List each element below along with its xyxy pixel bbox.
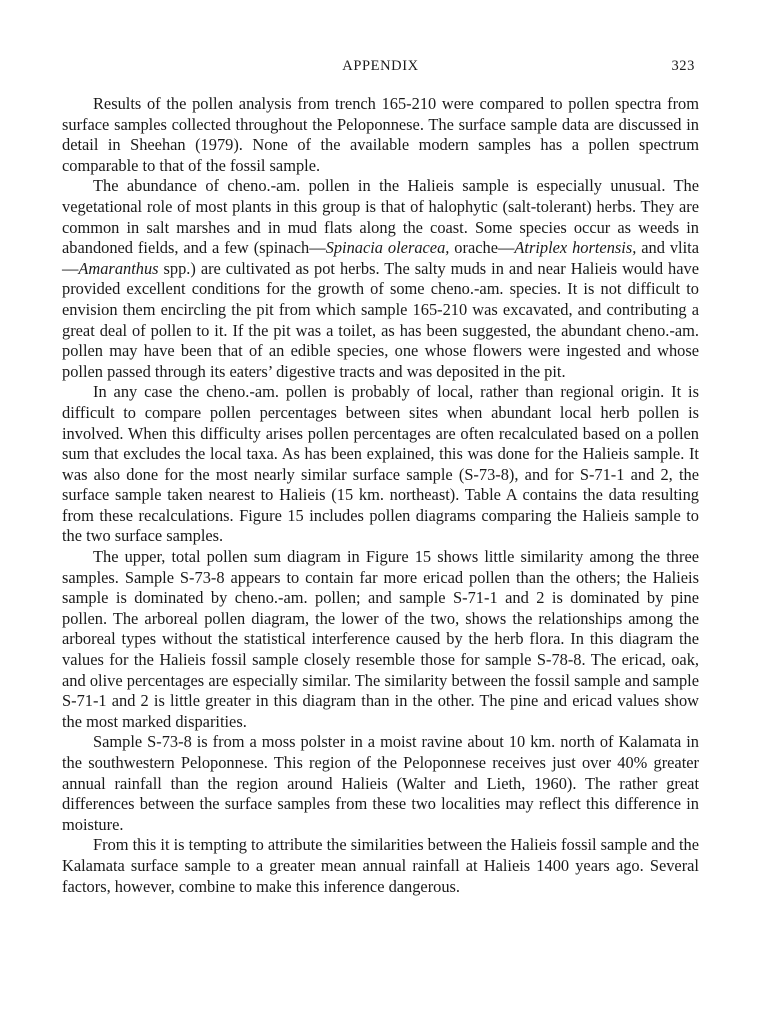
paragraph-text: Results of the pollen analysis from trench 165-210 were compared to pollen spectra from surface samples collected throughout the Peloponnese. The surface sample data are discussed in detail in Sheehan (1979). None of the available modern samples has a pollen spectrum comparable to that of the fossil sample.: [62, 94, 699, 175]
paragraph-text: and vlita—: [62, 238, 699, 278]
running-head: [62, 58, 699, 80]
paragraph: [62, 547, 699, 732]
paragraph: [62, 732, 699, 835]
paragraph-text: Sample S-73-8 is from a moss polster in a moist ravine about 10 km. north of Kalamata in the southwestern Peloponnese. This region of the Peloponnese receives just over 40% greater annual rainfall than the region around Halieis (Walter and Lieth, 1960). The rather great differences between the surface samples from these two localities may reflect this difference in moisture.: [62, 732, 699, 834]
italic-taxon-name: Amaranthus: [78, 258, 159, 278]
document-page: [62, 58, 699, 998]
italic-taxon-name: Spinacia oleracea,: [325, 238, 450, 258]
paragraph: [62, 176, 699, 382]
paragraph: [62, 382, 699, 547]
paragraph-text: spp.) are cultivated as pot herbs. The salty muds in and near Halieis would have provided excellent conditions for the growth of some cheno.-am. species. It is not difficult to envision them encircling the pit from which sample 165-210 was excavated, and contributing a great deal of pollen to it. If the pit was a toilet, as has been suggested, the abundant cheno.-am. pollen may have been that of an edible species, one whose flowers were ingested and whose pollen passed through its eaters’ digestive tracts and was deposited in the pit.: [62, 258, 699, 381]
paragraph-text: The upper, total pollen sum diagram in Figure 15 shows little similarity among the three samples. Sample S-73-8 appears to contain far more ericad pollen than the others; the Halieis sample is dominated by cheno.-am. pollen; and sample S-71-1 and 2 is dominated by pine pollen. The arboreal pollen diagram, the lower of the two, shows the relationships among the arboreal types without the statistical interference caused by the herb flora. In this diagram the values for the Halieis fossil sample closely resemble those for sample S-78-8. The ericad, oak, and olive percentages are especially similar. The similarity between the fossil sample and sample S-71-1 and 2 is little greater in this diagram than in the other. The pine and ericad values show the most marked disparities.: [62, 547, 699, 731]
paragraph: [62, 835, 699, 897]
paragraph-text: In any case the cheno.-am. pollen is probably of local, rather than regional origin. It is difficult to compare pollen percentages between sites when abundant local herb pollen is involved. When this difficulty arises pollen percentages are often recalculated based on a pollen sum that excludes the local taxa. As has been explained, this was done for the Halieis sample. It was also done for the most nearly similar surface sample (S-73-8), and for S-71-1 and 2, the surface sample taken nearest to Halieis (15 km. northeast). Table A contains the data resulting from these recalculations. Figure 15 includes pollen diagrams comparing the Halieis sample to the two surface samples.: [62, 382, 699, 546]
italic-taxon-name: Atriplex hortensis,: [514, 238, 637, 258]
running-title: APPENDIX: [342, 58, 419, 74]
paragraph-text: From this it is tempting to attribute the similarities between the Halieis fossil sample and the Kalamata surface sample to a greater mean annual rainfall at Halieis 1400 years ago. Several factors, however, combine to make this inference dangerous.: [62, 835, 699, 896]
paragraph: [62, 94, 699, 176]
paragraph-text: The abundance of cheno.-am. pollen in the Halieis sample is especially unusual. The vegetational role of most plants in this group is that of halophytic (salt-tolerant) herbs. They are common in salt marshes and in mud flats along the coast. Some species occur as weeds in abandoned fields, and a few (spinach—: [62, 176, 699, 258]
body-text: [62, 94, 699, 897]
paragraph-text: orache—: [449, 238, 515, 258]
page-number: 323: [671, 58, 695, 74]
